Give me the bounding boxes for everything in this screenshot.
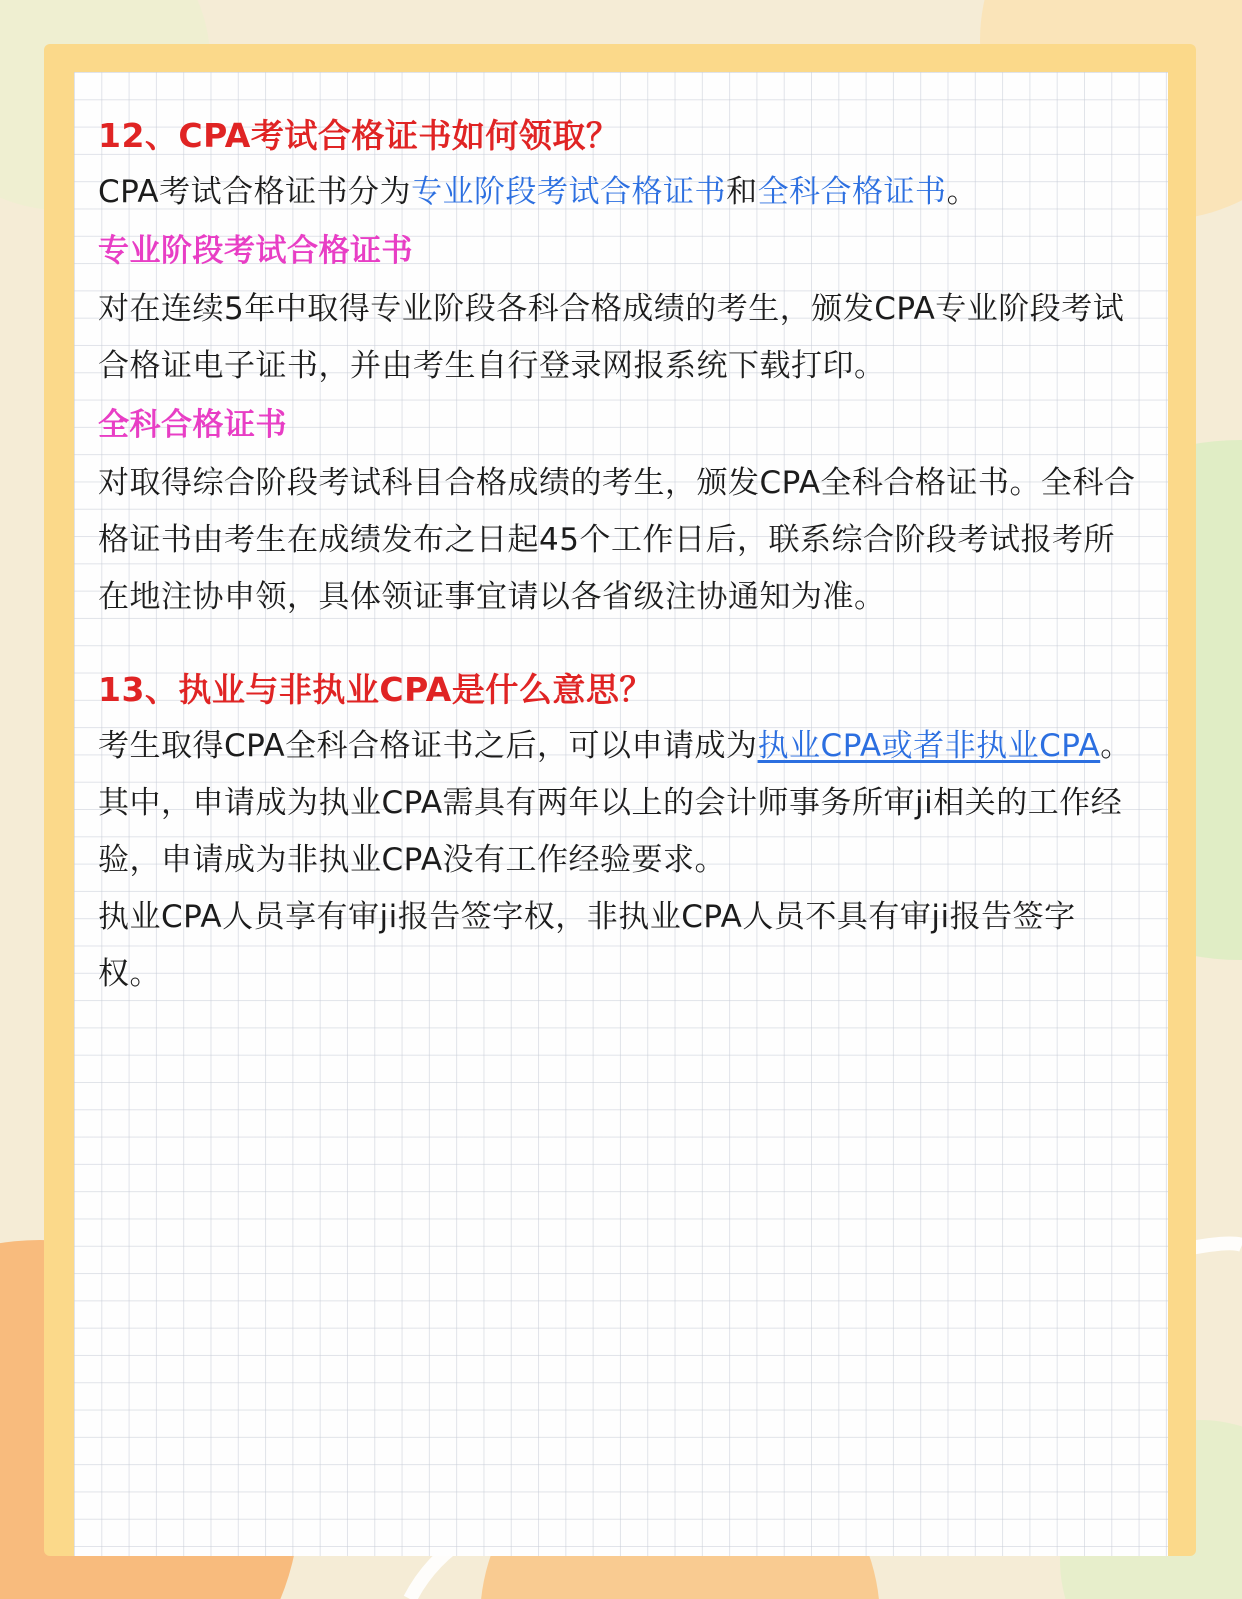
intro-prefix: CPA考试合格证书分为 (98, 174, 412, 210)
question-13-paragraph-1 (98, 718, 1138, 889)
question-13-title: 13、执业与非执业CPA是什么意思？ (98, 670, 653, 709)
para1-suffix: 。其中，申请成为执业CPA需具有两年以上的会计师事务所审ji相关的工作经验，申请成为非执业CPA没有工作经验要求。 (98, 728, 1132, 878)
question-12-title: 12、CPA考试合格证书如何领取？ (98, 116, 620, 155)
professional-certificate-heading: 专业阶段考试合格证书 (98, 233, 413, 269)
full-certificate-text: 对取得综合阶段考试科目合格成绩的考生，颁发CPA全科合格证书。全科合格证书由考生在成绩发布之日起45个工作日后，联系综合阶段考试报考所在地注协申领，具体领证事宜请以各省级注协通知为准。 (98, 465, 1136, 615)
intro-highlight-full: 全科合格证书 (757, 174, 947, 210)
para1-prefix: 考生取得CPA全科合格证书之后，可以申请成为 (98, 728, 758, 764)
cpa-types-link[interactable]: 执业CPA或者非执业CPA (757, 728, 1101, 764)
article-content (98, 108, 1138, 1003)
intro-middle: 和 (726, 174, 758, 210)
full-certificate-heading: 全科合格证书 (98, 407, 287, 443)
professional-certificate-text: 对在连续5年中取得专业阶段各科合格成绩的考生，颁发CPA专业阶段考试合格证电子证书，并由考生自行登录网报系统下载打印。 (98, 291, 1125, 384)
intro-suffix: 。 (946, 174, 979, 210)
question-13-paragraph-2: 执业CPA人员享有审ji报告签字权，非执业CPA人员不具有审ji报告签字权。 (98, 899, 1076, 992)
question-12-intro (98, 164, 1138, 221)
intro-highlight-professional: 专业阶段考试合格证书 (411, 174, 727, 210)
section-spacer (98, 626, 1138, 662)
